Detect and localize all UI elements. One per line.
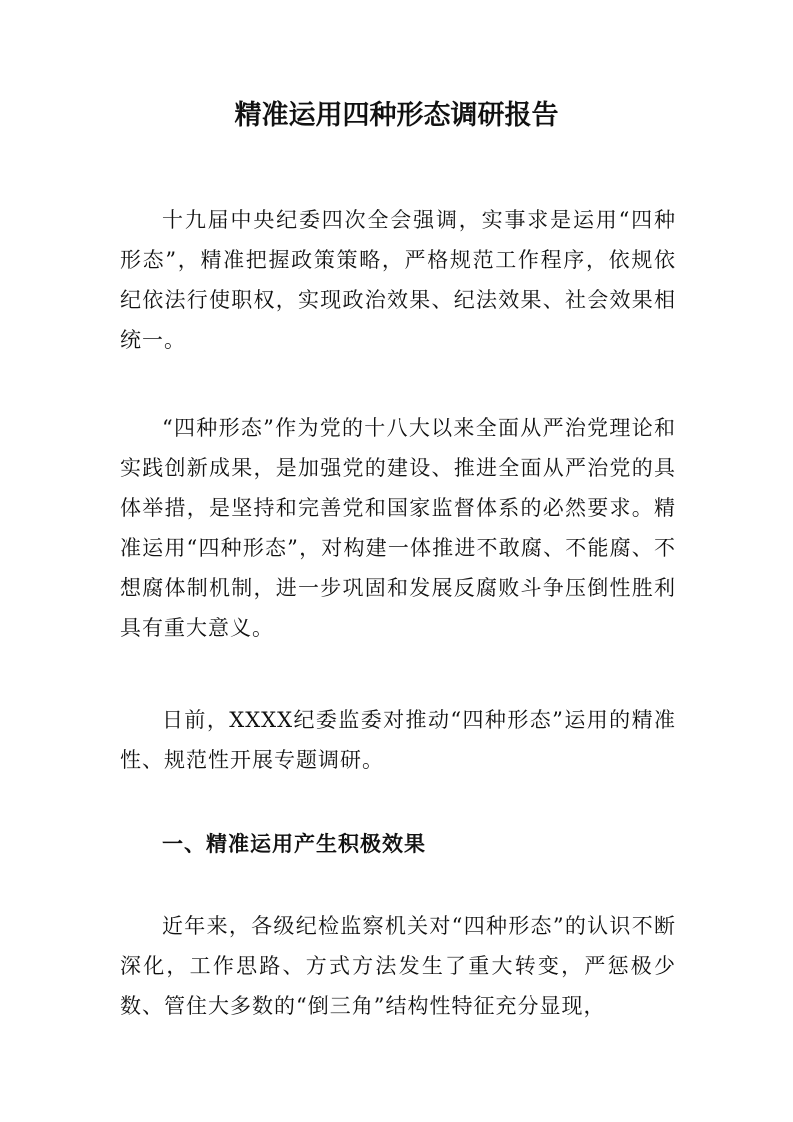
section-heading: 一、精准运用产生积极效果 <box>162 832 426 856</box>
paragraph-section-body: 近年来，各级纪检监察机关对“四种形态”的认识不断深化，工作思路、方式方法发生了重大转变，严惩极少数、管住大多数的“倒三角”结构性特征充分显现， <box>120 914 676 1018</box>
document-title: 精准运用四种形态调研报告 <box>234 100 559 131</box>
paragraph-significance: “四种形态”作为党的十八大以来全面从严治党理论和实践创新成果，是加强党的建设、推进全面从严治党的具体举措，是坚持和完善党和国家监督体系的必然要求。精准运用“四种形态”，对构建一体推进不敢腐、不能腐、不想腐体制机制，进一步巩固和发展反腐败斗争压倒性胜利具有重大意义。 <box>120 416 676 640</box>
paragraph-research: 日前，XXXX纪委监委对推动“四种形态”运用的精准性、规范性开展专题调研。 <box>120 708 676 772</box>
paragraph-intro: 十九届中央纪委四次全会强调，实事求是运用“四种形态”，精准把握政策策略，严格规范工作程序，依规依纪依法行使职权，实现政治效果、纪法效果、社会效果相统一。 <box>120 208 676 352</box>
